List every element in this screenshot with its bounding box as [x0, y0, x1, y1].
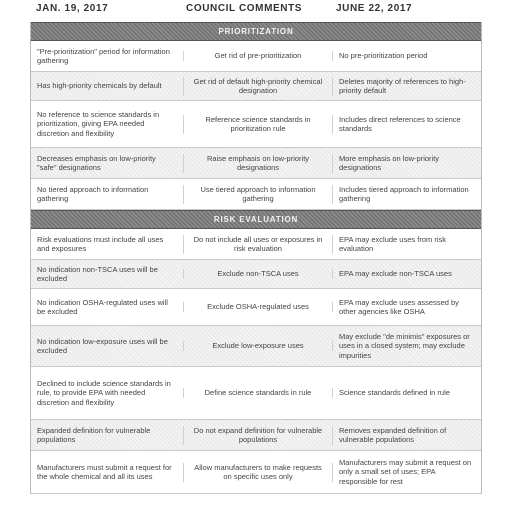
comparison-table [30, 22, 482, 494]
cell-jan: Decreases emphasis on low-priority "safe" designations [37, 153, 156, 172]
column-header-jan: JAN. 19, 2017 [36, 3, 109, 14]
column-headers [0, 0, 512, 22]
cell-june: EPA may exclude uses from risk evaluation [339, 234, 446, 253]
cell-council: Exclude OSHA-regulated uses [183, 302, 333, 312]
cell-council: Raise emphasis on low-priority designations [183, 154, 333, 173]
cell-jan: Risk evaluations must include all uses and exposures [37, 234, 164, 253]
table-row [31, 101, 481, 148]
table-row [31, 229, 481, 260]
section-header-risk-evaluation: RISK EVALUATION [31, 210, 481, 229]
cell-council: Do not expand definition for vulnerable populations [183, 426, 333, 445]
cell-june: EPA may exclude non-TSCA uses [339, 269, 452, 279]
cell-council: Define science standards in rule [183, 388, 333, 398]
table-row [31, 289, 481, 326]
cell-council: Get rid of default high-priority chemical designation [183, 77, 333, 96]
cell-council: Exclude low-exposure uses [183, 341, 333, 351]
cell-council: Allow manufacturers to make requests on specific uses only [183, 463, 333, 482]
cell-june: May exclude "de minimis" exposures or uses in a closed system; may exclude impurities [339, 331, 470, 360]
cell-june: Manufacturers may submit a request on only a small set of uses; EPA responsible for rest [339, 457, 472, 486]
table-row [31, 148, 481, 179]
cell-june: Removes expanded definition of vulnerable populations [339, 425, 447, 444]
cell-jan: Declined to include science standards in rule, to provide EPA with needed discretion and flexibility [37, 378, 171, 407]
cell-june: Includes tiered approach to information gathering [339, 184, 469, 203]
cell-june: EPA may exclude uses assessed by other agencies like OSHA [339, 297, 459, 316]
cell-jan: "Pre-prioritization" period for information gathering [37, 46, 170, 65]
cell-june: Science standards defined in rule [339, 388, 450, 398]
cell-jan: Has high-priority chemicals by default [37, 81, 162, 91]
table-row [31, 41, 481, 72]
cell-council: Exclude non-TSCA uses [183, 269, 333, 279]
cell-jan: No indication low-exposure uses will be excluded [37, 336, 168, 355]
cell-council: Do not include all uses or exposures in risk evaluation [183, 235, 333, 254]
cell-jan: Expanded definition for vulnerable populations [37, 425, 151, 444]
section-header-prioritization: PRIORITIZATION [31, 22, 481, 41]
table-row [31, 260, 481, 289]
cell-june: No pre-prioritization period [339, 51, 428, 61]
table-row [31, 420, 481, 451]
cell-june: Deletes majority of references to high-priority default [339, 76, 466, 95]
cell-jan: No indication OSHA-regulated uses will be excluded [37, 297, 168, 316]
cell-jan: No indication non-TSCA uses will be excluded [37, 264, 158, 283]
table-row [31, 367, 481, 420]
cell-jan: Manufacturers must submit a request for the whole chemical and all its uses [37, 462, 172, 481]
cell-council: Get rid of pre-prioritization [183, 51, 333, 61]
cell-june: More emphasis on low-priority designations [339, 153, 440, 172]
table-row [31, 451, 481, 494]
table-row [31, 326, 481, 367]
table-row [31, 72, 481, 101]
cell-jan: No reference to science standards in prioritization, giving EPA needed discretion and flexibility [37, 109, 160, 138]
cell-june: Includes direct references to science standards [339, 114, 461, 133]
cell-jan: No tiered approach to information gathering [37, 184, 149, 203]
column-header-council: COUNCIL COMMENTS [186, 3, 303, 14]
cell-council: Reference science standards in prioritization rule [183, 115, 333, 134]
cell-council: Use tiered approach to information gathering [183, 185, 333, 204]
table-row [31, 179, 481, 210]
column-header-june: JUNE 22, 2017 [336, 3, 413, 14]
